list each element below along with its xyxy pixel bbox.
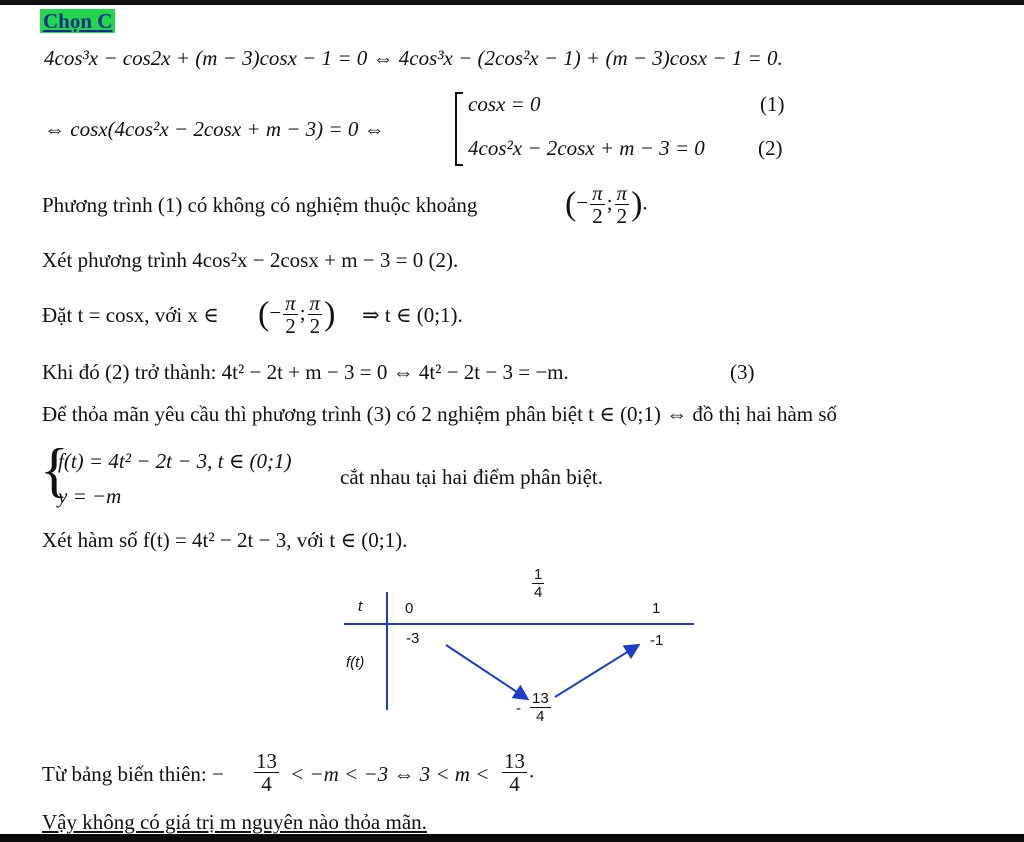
interval-1: (− $\frac{\pi}{2}$ ; $\frac{\pi}{2}$ ).	[565, 181, 648, 228]
decrease-arrow	[446, 645, 526, 698]
increase-arrow	[555, 646, 637, 697]
statement-10a: Từ bảng biến thiên: −	[42, 762, 224, 786]
t-mid: 1 4	[534, 566, 543, 601]
row-label-t: t	[358, 598, 363, 615]
statement-8: cắt nhau tại hai điểm phân biệt.	[340, 465, 603, 489]
f-start: -3	[406, 630, 420, 647]
f-min: 13 4	[532, 690, 549, 725]
row-label-ft: f(t)	[346, 654, 365, 671]
conclusion: Vậy không có giá trị m nguyên nào thỏa mãn.	[42, 810, 427, 834]
statement-5b: ⇒ t ∈ (0;1).	[362, 303, 463, 327]
system-brace: {	[40, 437, 69, 503]
t-end: 1	[652, 600, 661, 617]
tag-2: (2)	[758, 136, 783, 160]
equation-line-1: 4cos³x − cos2x + (m − 3)cosx − 1 = 0 ⇔ 4cos³x − (2cos²x − 1) + (m − 3)cosx − 1 = 0.	[44, 46, 783, 70]
tag-3: (3)	[730, 360, 755, 384]
f-end: -1	[650, 632, 664, 649]
statement-6: Khi đó (2) trở thành: 4t² − 2t + m − 3 = 0 ⇔ 4t² − 2t − 3 = −m.	[42, 360, 569, 384]
interval-2: (− $\frac{\pi}{2}$ ; $\frac{\pi}{2}$ )	[258, 291, 336, 338]
f-min-sign: -	[516, 700, 521, 717]
statement-10b: < −m < −3 ⇔ 3 < m <	[290, 762, 490, 786]
statement-4: Xét phương trình 4cos²x − 2cosx + m − 3 = 0 (2).	[42, 248, 459, 272]
statement-9: Xét hàm số f(t) = 4t² − 2t − 3, với t ∈ (0;1).	[42, 528, 408, 552]
case-1: cosx = 0	[468, 92, 541, 116]
system-y: y = −m	[58, 484, 122, 508]
t-start: 0	[405, 600, 414, 617]
bottom-border	[0, 834, 1024, 842]
answer-label: Chọn C	[40, 9, 115, 33]
statement-7: Để thỏa mãn yêu cầu thì phương trình (3) có 2 nghiệm phân biệt t ∈ (0;1) ⇔ đồ thị hai hàm số	[42, 402, 838, 426]
fraction-13-4-b: $\frac{13}{4}$ .	[504, 749, 535, 796]
equation-line-2: ⇔ cosx(4cos²x − 2cosx + m − 3) = 0 ⇔	[44, 117, 385, 141]
case-2: 4cos²x − 2cosx + m − 3 = 0	[468, 136, 705, 160]
system-f: f(t) = 4t² − 2t − 3, t ∈ (0;1)	[58, 449, 292, 473]
tag-1: (1)	[760, 92, 785, 116]
fraction-13-4-a: $\frac{13}{4}$	[256, 749, 277, 796]
statement-3-text: Phương trình (1) có không có nghiệm thuộc khoảng	[42, 193, 478, 217]
statement-5a: Đặt t = cosx, với x ∈	[42, 303, 219, 327]
